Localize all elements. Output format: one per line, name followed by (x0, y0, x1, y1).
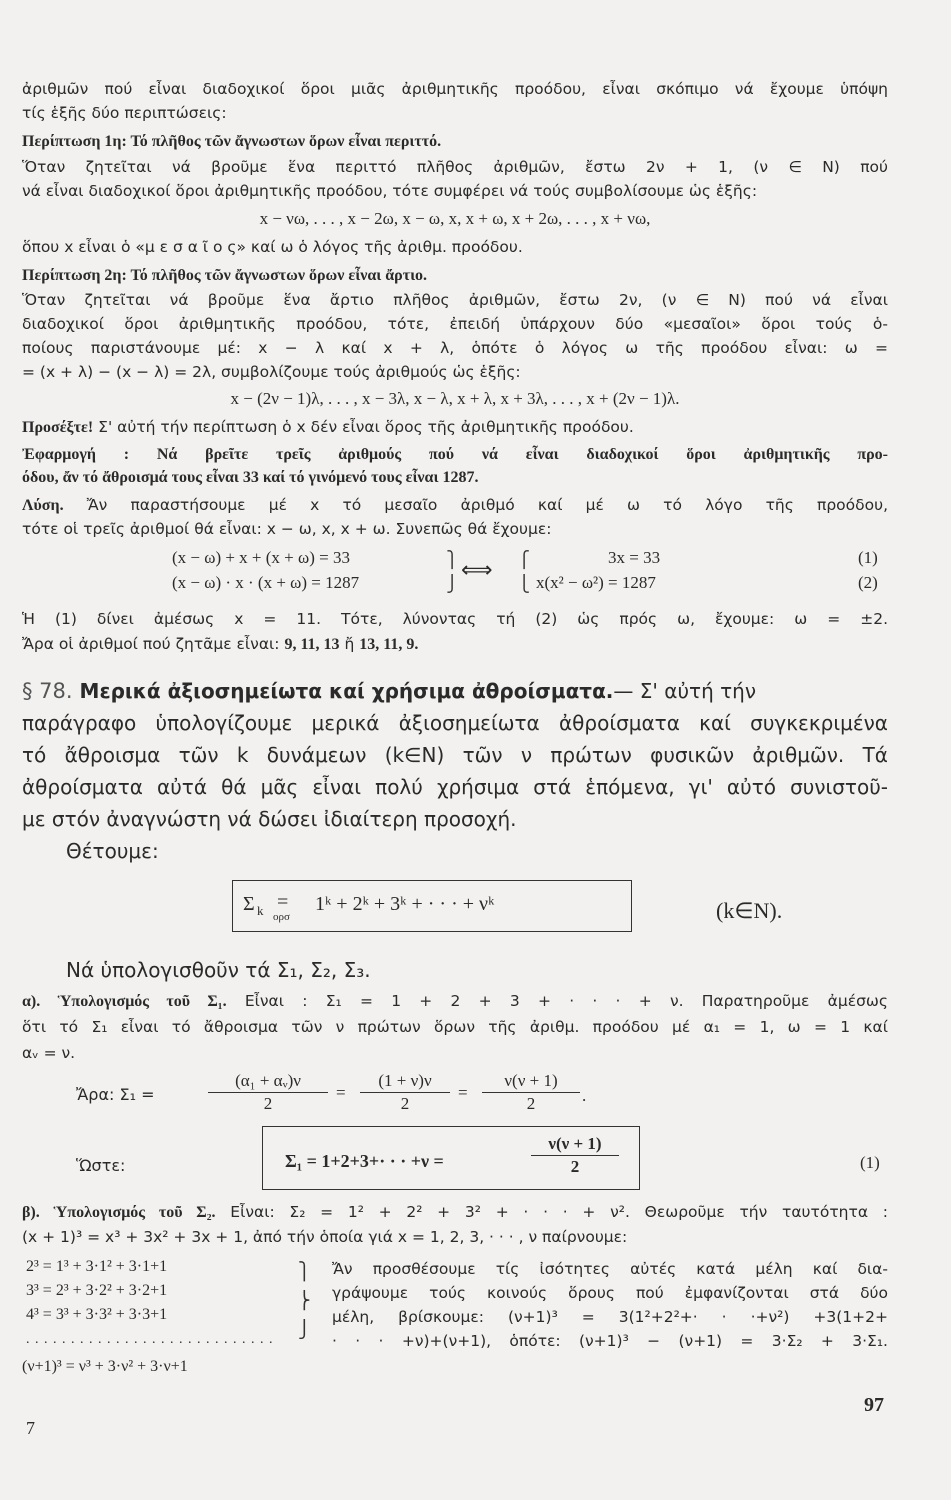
fraction-numerator: (1 + ν)ν (360, 1070, 450, 1093)
identity-line: 3³ = 2³ + 3·2² + 3·2+1 (26, 1282, 168, 1299)
page-number: 97 (864, 1394, 884, 1416)
application-text: Νά βρεῖτε τρεῖς ἀριθμούς πού νά εἶναι διαδοχικοί ὅροι ἀριθμητικῆς προ- (129, 446, 888, 463)
application-label: Ἐφαρμογή : (22, 446, 130, 463)
text-line: ποίους παριστάνουμε μέ: x − λ καί x + λ, ὁπότε ὁ λόγος ω τῆς προόδου εἶναι: ω = (22, 339, 888, 357)
right-brace-icon: ⎫ ⎬ ⎭ (298, 1262, 311, 1340)
fraction-denominator: 2 (400, 1094, 410, 1113)
definition-condition: (k∈N). (716, 898, 783, 923)
section-title: Μερικά ἀξιοσημείωτα καί χρήσιμα ἀθροίσματα. (72, 679, 614, 703)
text-line: Ἄν προσθέσουμε τίς ἰσότητες αὐτές κατά μέλη καί δια- (332, 1260, 888, 1278)
even-sequence-formula: x − (2ν − 1)λ, . . . , x − 3λ, x − λ, x + λ, x + 3λ, . . . , x + (2ν − 1)λ. (230, 389, 680, 408)
part-b-label: β). Ὑπολογισμός τοῦ Σ₂. (22, 1204, 216, 1221)
section-text: — Σ' αὐτή τήν (613, 679, 756, 703)
we-set-label: Θέτουμε: (66, 839, 159, 863)
text-line: αᵥ = ν. (22, 1044, 76, 1062)
part-a-text: Εἶναι : Σ₁ = 1 + 2 + 3 + · · · + ν. Παρατηροῦμε ἀμέσως (226, 992, 888, 1010)
left-brace-icon: ⎧ ⎩ (518, 550, 530, 593)
box-fraction (531, 1133, 619, 1178)
result-line (22, 633, 888, 656)
fraction-numerator: ν(ν + 1) (482, 1070, 580, 1093)
system-right-eq-1: 3x = 33 (608, 548, 661, 567)
equals-sign: = (336, 1083, 346, 1102)
text-line: ἀθροίσματα αὐτά θά μᾶς εἶναι πολύ χρήσιμα στά ἑπόμενα, γι' αὐτό συνιστοῦ- (22, 775, 888, 799)
fraction-3 (482, 1070, 580, 1115)
equals-sign: = (458, 1083, 468, 1102)
solution-text: Ἄν παραστήσουμε μέ x τό μεσαῖο ἀριθμό καί μέ ω τό λόγο τῆς προόδου, (63, 496, 888, 514)
to-compute-line: Νά ὑπολογισθοῦν τά Σ₁, Σ₂, Σ₃. (66, 958, 371, 982)
box-formula-lhs: Σ₁ = 1+2+3+· · · +ν = (285, 1151, 444, 1171)
result-box (262, 1126, 640, 1190)
solution-line (22, 494, 888, 517)
signature-mark: 7 (26, 1418, 35, 1438)
result-or: ἤ (339, 635, 360, 653)
text-line: ὅπου x εἶναι ὁ «μ ε σ α ῖ ο ς» καί ω ὁ λόγος τῆς ἀριθμ. προόδου. (22, 238, 523, 256)
identity-line: 4³ = 3³ + 3·3² + 3·3+1 (26, 1306, 168, 1323)
result-triple: 13, 11, 9. (359, 636, 419, 653)
text-line: ὅτι τό Σ₁ εἶναι τό ἄθροισμα τῶν ν πρώτων ὅρων τῆς ἀριθμ. προόδου μέ α₁ = 1, ω = 1 καί (22, 1018, 888, 1036)
identity-line: (ν+1)³ = ν³ + 3·ν² + 3·ν+1 (22, 1358, 188, 1375)
hence-label: Ὥστε: (76, 1156, 126, 1175)
part-a-label: α). Ὑπολογισμός τοῦ Σ₁. (22, 993, 227, 1010)
fraction-2 (360, 1070, 450, 1115)
fraction-denominator: 2 (526, 1094, 536, 1113)
text-line: = (x + λ) − (x − λ) = 2λ, συμβολίζουμε τούς ἀριθμούς ὡς ἑξῆς: (22, 363, 521, 381)
text-line: (x + 1)³ = x³ + 3x² + 3x + 1, ἀπό τήν ὁποία γιά x = 1, 2, 3, · · · , ν παίρνουμε: (22, 1228, 628, 1246)
text-line: διαδοχικοί ὅροι ἀριθμητικῆς προόδου, τότε, ἐπειδή ὑπάρχουν δύο «μεσαῖοι» ὅροι τούς ὁ- (22, 315, 888, 333)
solution-label: Λύση. (22, 497, 64, 514)
equation-number: (1) (858, 548, 878, 567)
right-brace-icon: ⎫ ⎭ (446, 550, 458, 593)
definition-equals: = (277, 891, 289, 913)
fraction-denominator: 2 (263, 1094, 273, 1113)
attention-label: Προσέξτε! (22, 419, 94, 436)
identity-dots: . . . . . . . . . . . . . . . . . . . . . . . . . . . . (26, 1332, 274, 1347)
definition-equals-sub: ορσ (273, 911, 290, 923)
text-line: μέλη, βρίσκουμε: (ν+1)³ = 3(1²+2²+· · ·+ν²) +3(1+2+ (332, 1308, 888, 1326)
system-left-eq-1: (x − ω) + x + (x + ω) = 33 (172, 548, 350, 567)
part-b-line (22, 1201, 888, 1224)
result-text: Ἄρα οἱ ἀριθμοί πού ζητᾶμε εἶναι: (22, 635, 285, 653)
text-line: με στόν ἀναγνώστη νά δώσει ἰδιαίτερη προσοχή. (22, 807, 517, 831)
text-line: τότε οἱ τρεῖς ἀριθμοί θά εἶναι: x − ω, x, x + ω. Συνεπῶς θά ἔχουμε: (22, 520, 552, 538)
part-b-text: Εἶναι: Σ₂ = 1² + 2² + 3² + · · · + ν². Θεωροῦμε τήν ταυτότητα : (215, 1203, 888, 1221)
text-line: τίς ἑξῆς δύο περιπτώσεις: (22, 104, 227, 122)
case-1-heading: Περίπτωση 1η: Τό πλῆθος τῶν ἄγνωστων ὅρων εἶναι περιττό. (22, 133, 442, 150)
identity-line: 2³ = 1³ + 3·1² + 3·1+1 (26, 1258, 168, 1275)
sigma-subscript: k (257, 903, 264, 918)
fraction-numerator: ν(ν + 1) (531, 1133, 619, 1156)
text-line: γράψουμε τούς κοινούς ὅρους πού ἐμφανίζονται στά δύο (332, 1284, 888, 1302)
text-line: Ἡ (1) δίνει ἀμέσως x = 11. Τότε, λύνοντας τή (2) ὡς πρός ω, ἔχουμε: ω = ±2. (22, 610, 888, 628)
system-right-eq-2: x(x² − ω²) = 1287 (536, 573, 656, 592)
attention-line (22, 416, 888, 439)
result-triple: 9, 11, 13 (284, 636, 340, 653)
application-line (22, 443, 888, 466)
text-line: · · · +ν)+(ν+1), ὁπότε: (ν+1)³ − (ν+1) = 3·Σ₂ + 3·Σ₁. (332, 1332, 888, 1350)
system-left-eq-2: (x − ω) · x · (x + ω) = 1287 (172, 573, 360, 592)
odd-sequence-formula: x − νω, . . . , x − 2ω, x − ω, x, x + ω, x + 2ω, . . . , x + νω, (259, 209, 651, 228)
text-line: νά εἶναι διαδοχικοί ὅροι ἀριθμητικῆς προόδου, τότε συμφέρει νά τούς συμβολίσουμε ὡς ἑξῆς: (22, 182, 758, 200)
fraction-1 (208, 1070, 328, 1115)
section-number: § 78. (22, 679, 73, 703)
period: . (582, 1086, 587, 1105)
part-a-line (22, 990, 888, 1013)
text-line: Ὅταν ζητεῖται νά βροῦμε ἕνα ἄρτιο πλῆθος ἀριθμῶν, ἔστω 2ν, (ν ∈ N) πού νά εἶναι (22, 291, 888, 309)
definition-box (232, 880, 632, 932)
equivalence-arrow: ⟺ (461, 557, 493, 582)
case-2-heading: Περίπτωση 2η: Τό πλῆθος τῶν ἄγνωστων ὅρων εἶναι ἄρτιο. (22, 267, 428, 284)
text-line: Ὅταν ζητεῖται νά βροῦμε ἕνα περιττό πλῆθος ἀριθμῶν, ἔστω 2ν + 1, (ν ∈ N) πού (22, 158, 888, 176)
attention-text: Σ' αὐτή τήν περίπτωση ὁ x δέν εἶναι ὅρος τῆς ἀριθμητικῆς προόδου. (93, 418, 634, 436)
fraction-numerator: (α₁ + αᵥ)ν (208, 1070, 328, 1093)
sigma-symbol: Σ (243, 893, 255, 915)
section-heading-line (22, 676, 888, 706)
text-line: ἀριθμῶν πού εἶναι διαδοχικοί ὅροι μιᾶς ἀριθμητικῆς προόδου, εἶναι σκόπιμο νά ἔχουμε ὑπόψη (22, 80, 888, 98)
definition-sum: 1ᵏ + 2ᵏ + 3ᵏ + · · · + νᵏ (315, 893, 495, 915)
ara-label: Ἄρα: Σ₁ = (76, 1085, 155, 1104)
text-line: τό ἄθροισμα τῶν k δυνάμεων (k∈N) τῶν ν πρώτων φυσικῶν ἀριθμῶν. Τά (22, 743, 888, 767)
equation-number: (2) (858, 573, 878, 592)
fraction-denominator: 2 (570, 1157, 580, 1176)
equation-number: (1) (860, 1153, 880, 1172)
text-line: παράγραφο ὑπολογίζουμε μερικά ἀξιοσημείωτα ἀθροίσματα καί συγκεκριμένα (22, 711, 888, 735)
application-line-2: όδου, ἄν τό ἄθροισμά τους εἶναι 33 καί τό γινόμενό τους εἶναι 1287. (22, 469, 479, 486)
